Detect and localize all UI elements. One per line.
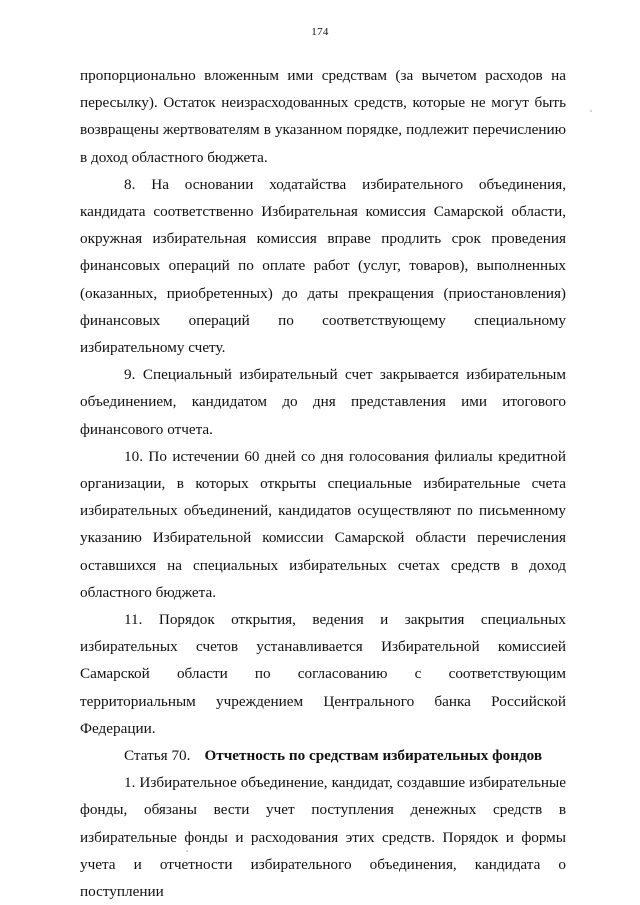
paragraph-article-70-item-1: 1. Избирательное объединение, кандидат, создавшие избирательные фонды, обязаны вести учет поступления денежных средств в избирательные фонды и расходования этих средств. Порядок и формы учета и отчетности избирательного объединения, кандидата о поступлении	[80, 774, 566, 901]
page-number: 174	[311, 26, 329, 38]
scan-speck	[590, 110, 592, 112]
paragraph-item-9: 9. Специальный избирательный счет закрывается избирательным объединением, кандидатом до дня представления ими итогового финансового отчета.	[80, 366, 566, 438]
scan-speck	[186, 850, 188, 852]
paragraph-item-11: 11. Порядок открытия, ведения и закрытия специальных избирательных счетов устанавливается Избирательной комиссией Самарской области по согласованию с соответствующим территориальным учреждением Центрального банка Российской Федерации.	[80, 611, 566, 737]
article-title: Отчетность по средствам избирательных фондов	[204, 747, 543, 765]
document-body	[80, 62, 566, 905]
article-label: Статья 70.	[124, 747, 191, 765]
paragraph-item-10: 10. По истечении 60 дней со дня голосования филиалы кредитной организации, в которых открыты специальные избирательные счета избирательных объединений, кандидатов осуществляют по письменному указанию Избирательной комиссии Самарской области перечисления оставшихся на специальных избирательных счетах средств в доход областного бюджета.	[80, 447, 566, 601]
paragraph-item-8: 8. На основании ходатайства избирательного объединения, кандидата соответственно Избирательная комиссия Самарской области, окружная избирательная комиссия вправе продлить срок проведения финансовых операций по оплате работ (услуг, товаров), выполненных (оказанных, приобретенных) до даты прекращения (приостановления) финансовых операций по соответствующему специальному избирательному счету.	[80, 175, 566, 357]
article-heading	[80, 742, 566, 769]
paragraph-continuation: пропорционально вложенным ими средствам (за вычетом расходов на пересылку). Остаток неизрасходованных средств, которые не могут быть возвращены жертвователям в указанном порядке, подлежит перечислению в доход областного бюджета.	[80, 67, 566, 166]
